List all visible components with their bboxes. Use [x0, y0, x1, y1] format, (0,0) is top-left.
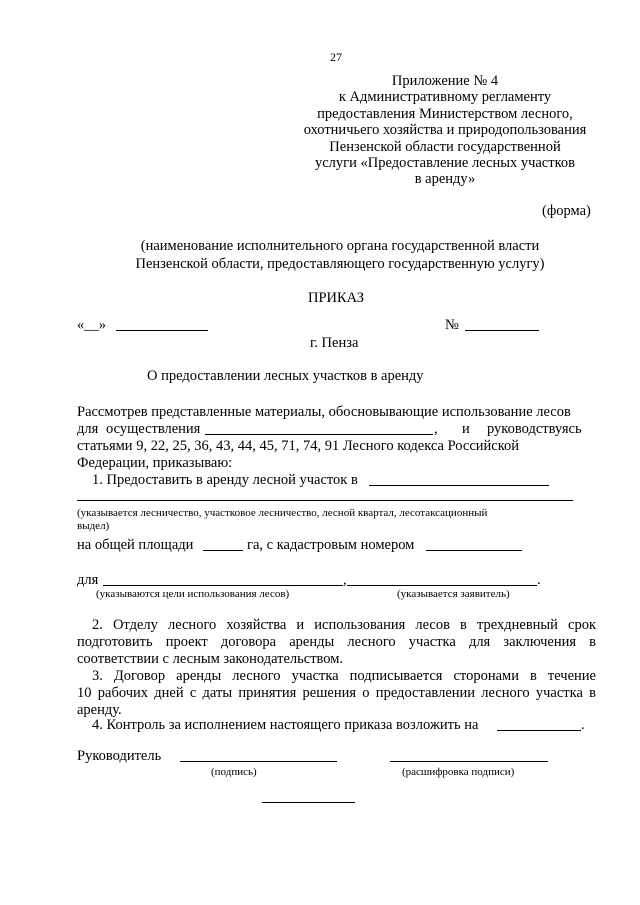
area-mid: га, с кадастровым номером — [247, 537, 415, 553]
appendix-line: услуги «Предоставление лесных участков — [314, 155, 575, 172]
for-label: для — [77, 572, 99, 588]
preamble-word: осуществления — [106, 421, 201, 437]
number-field[interactable] — [465, 330, 539, 331]
appendix-line: охотничьего хозяйства и природопользования — [303, 122, 587, 139]
appendix-line: Пензенской области государственной — [329, 138, 561, 155]
appendix-line: Приложение № 4 — [391, 73, 499, 89]
area-field[interactable] — [203, 550, 243, 551]
sign-hint: (подпись) — [211, 766, 257, 778]
forestry-field-2[interactable] — [77, 500, 573, 501]
item4-period: . — [581, 717, 585, 733]
for-period: . — [537, 572, 541, 588]
appendix-line: в аренду» — [414, 171, 476, 188]
for-comma: , — [343, 572, 347, 588]
item3-line-1: 3. Договор аренды лесного участка подписывается сторонами в течение — [92, 668, 596, 684]
hint-applicant: (указывается заявитель) — [397, 588, 510, 600]
page-number: 27 — [330, 50, 342, 64]
applicant-field[interactable] — [347, 585, 537, 586]
item1-hint-line-2: выдел) — [77, 520, 110, 532]
preamble-line-3: статьями 9, 22, 25, 36, 43, 44, 45, 71, 74, 91 Лесного кодекса Российской — [77, 438, 520, 454]
signature-field[interactable] — [180, 761, 337, 762]
subject: О предоставлении лесных участков в аренду — [147, 368, 424, 384]
preamble-line-4: Федерации, приказываю: — [77, 455, 233, 471]
signature-role: Руководитель — [77, 748, 162, 764]
preamble-word: для — [77, 421, 99, 437]
decode-hint: (расшифровка подписи) — [402, 766, 515, 778]
form-label: (форма) — [542, 203, 591, 219]
item3-line-2: 10 рабочих дней с даты принятия решения о предоставлении лесного участка в — [77, 685, 596, 701]
preamble-line-1: Рассмотрев представленные материалы, обосновывающие использование лесов — [77, 404, 571, 420]
purpose-field[interactable] — [103, 585, 343, 586]
authority-line-2: Пензенской области, предоставляющего государственную услугу) — [135, 256, 545, 272]
page-title: ПРИКАЗ — [308, 290, 365, 306]
signature-decode-field[interactable] — [390, 761, 548, 762]
area-prefix: на общей площади — [77, 537, 194, 553]
item2-line-3: соответствии с лесным законодательством. — [77, 651, 344, 667]
footer-divider — [262, 802, 355, 803]
item2-line-2: подготовить проект договора аренды лесного участка для заключения в — [77, 634, 596, 650]
preamble-word: и — [462, 421, 470, 437]
activity-field[interactable] — [205, 434, 433, 435]
item1-text: 1. Предоставить в аренду лесной участок в — [92, 472, 358, 488]
forestry-field[interactable] — [369, 485, 549, 486]
item1-hint-line-1: (указывается лесничество, участковое лесничество, лесной квартал, лесотаксационный — [77, 507, 488, 519]
responsible-person-field[interactable] — [497, 730, 581, 731]
item4-text: 4. Контроль за исполнением настоящего приказа возложить на — [92, 717, 479, 733]
appendix-line: к Административному регламенту — [338, 89, 552, 106]
date-prefix: «__» — [77, 317, 106, 333]
date-field[interactable] — [116, 330, 208, 331]
appendix-line: предоставления Министерством лесного, — [317, 105, 573, 122]
appendix-block — [300, 73, 590, 188]
preamble-comma: , — [434, 421, 438, 437]
preamble-word: руководствуясь — [487, 421, 582, 437]
authority-line-1: (наименование исполнительного органа государственной власти — [140, 238, 540, 254]
item2-line-1: 2. Отделу лесного хозяйства и использования лесов в трехдневный срок — [92, 617, 596, 633]
number-prefix: № — [445, 317, 459, 333]
item3-line-3: аренду. — [77, 702, 122, 718]
cadastral-number-field[interactable] — [426, 550, 522, 551]
city: г. Пенза — [310, 335, 359, 351]
hint-purpose: (указываются цели использования лесов) — [96, 588, 290, 600]
